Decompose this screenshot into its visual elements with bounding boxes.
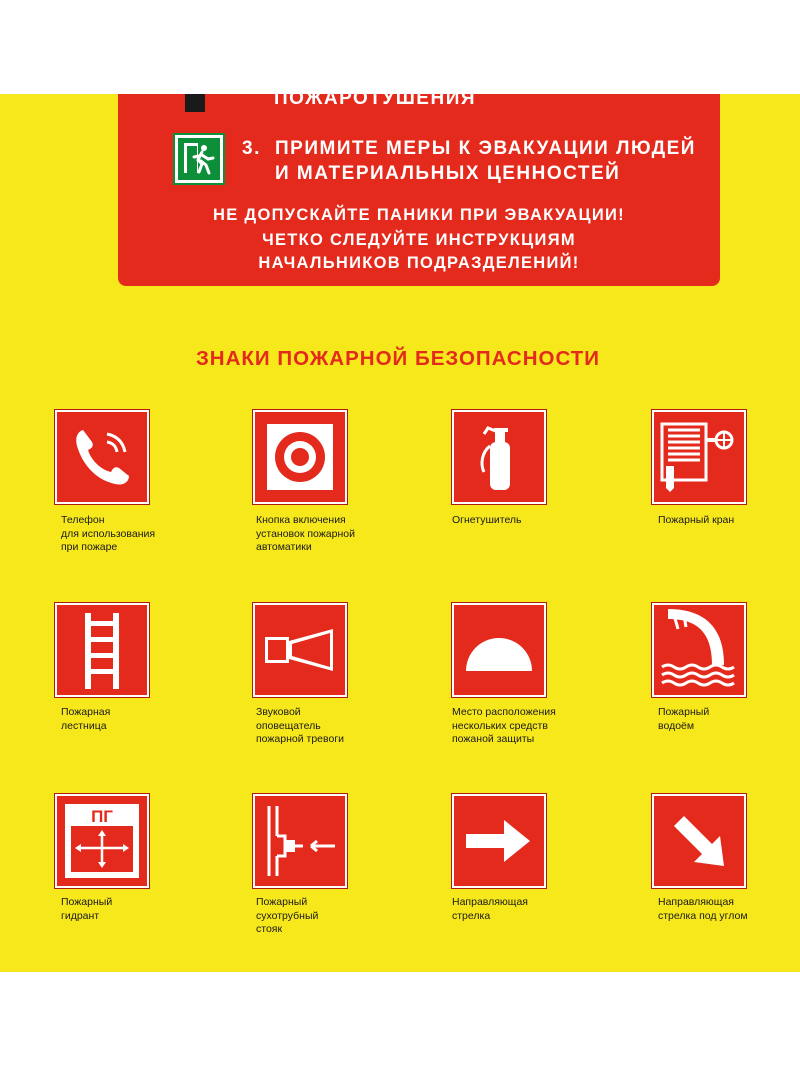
sign-caption: Место расположения нескольких средств пожаной защиты [452, 706, 556, 745]
fire-extinguisher-icon [452, 410, 546, 504]
ladder-icon [55, 603, 149, 697]
sign-caption: Направляющая стрелка [452, 896, 528, 922]
sign-caption: Пожарный сухотрубный стояк [256, 896, 319, 935]
alarm-button-icon [253, 410, 347, 504]
fire-hose-icon [652, 410, 746, 504]
dry-riser-icon [253, 794, 347, 888]
siren-icon [253, 603, 347, 697]
safety-poster [0, 88, 800, 972]
item3-line2: И МАТЕРИАЛЬНЫХ ЦЕННОСТЕЙ [275, 163, 621, 184]
sign-caption: Пожарный водоём [658, 706, 710, 732]
item3-number: 3. [242, 138, 261, 159]
warning-line2: ЧЕТКО СЛЕДУЙТЕ ИНСТРУКЦИЯМ [262, 231, 576, 249]
sign-caption: Пожарный кран [658, 514, 735, 526]
sign-caption: Телефон для использования при пожаре [61, 514, 156, 553]
sign-caption: Кнопка включения установок пожарной автоматики [256, 514, 355, 553]
instructions-panel [118, 88, 720, 286]
phone-icon [55, 410, 149, 504]
sign-caption: Направляющая стрелка под углом [658, 896, 748, 922]
section-title: ЗНАКИ ПОЖАРНОЙ БЕЗОПАСНОСТИ [195, 347, 601, 370]
item3-line1: ПРИМИТЕ МЕРЫ К ЭВАКУАЦИИ ЛЮДЕЙ [275, 138, 696, 159]
panel-line-top: ПОЖАРОТУШЕНИЯ [274, 88, 477, 109]
sign-caption: Звуковой оповещатель пожарной тревоги [256, 706, 345, 745]
arrow-right-icon [452, 794, 546, 888]
hydrant-label: ПГ [91, 807, 113, 826]
sign-caption: Огнетушитель [452, 514, 522, 526]
dome-icon [452, 603, 546, 697]
water-reservoir-icon [652, 603, 746, 697]
item-marker [185, 94, 205, 112]
sign-caption: Пожарная лестница [61, 706, 111, 732]
sign-caption: Пожарный гидрант [61, 896, 113, 922]
arrow-diagonal-icon [652, 794, 746, 888]
warning-line3: НАЧАЛЬНИКОВ ПОДРАЗДЕЛЕНИЙ! [258, 254, 580, 272]
hydrant-icon [55, 794, 149, 888]
exit-icon [173, 133, 225, 185]
warning-line1: НЕ ДОПУСКАЙТЕ ПАНИКИ ПРИ ЭВАКУАЦИИ! [213, 206, 625, 224]
